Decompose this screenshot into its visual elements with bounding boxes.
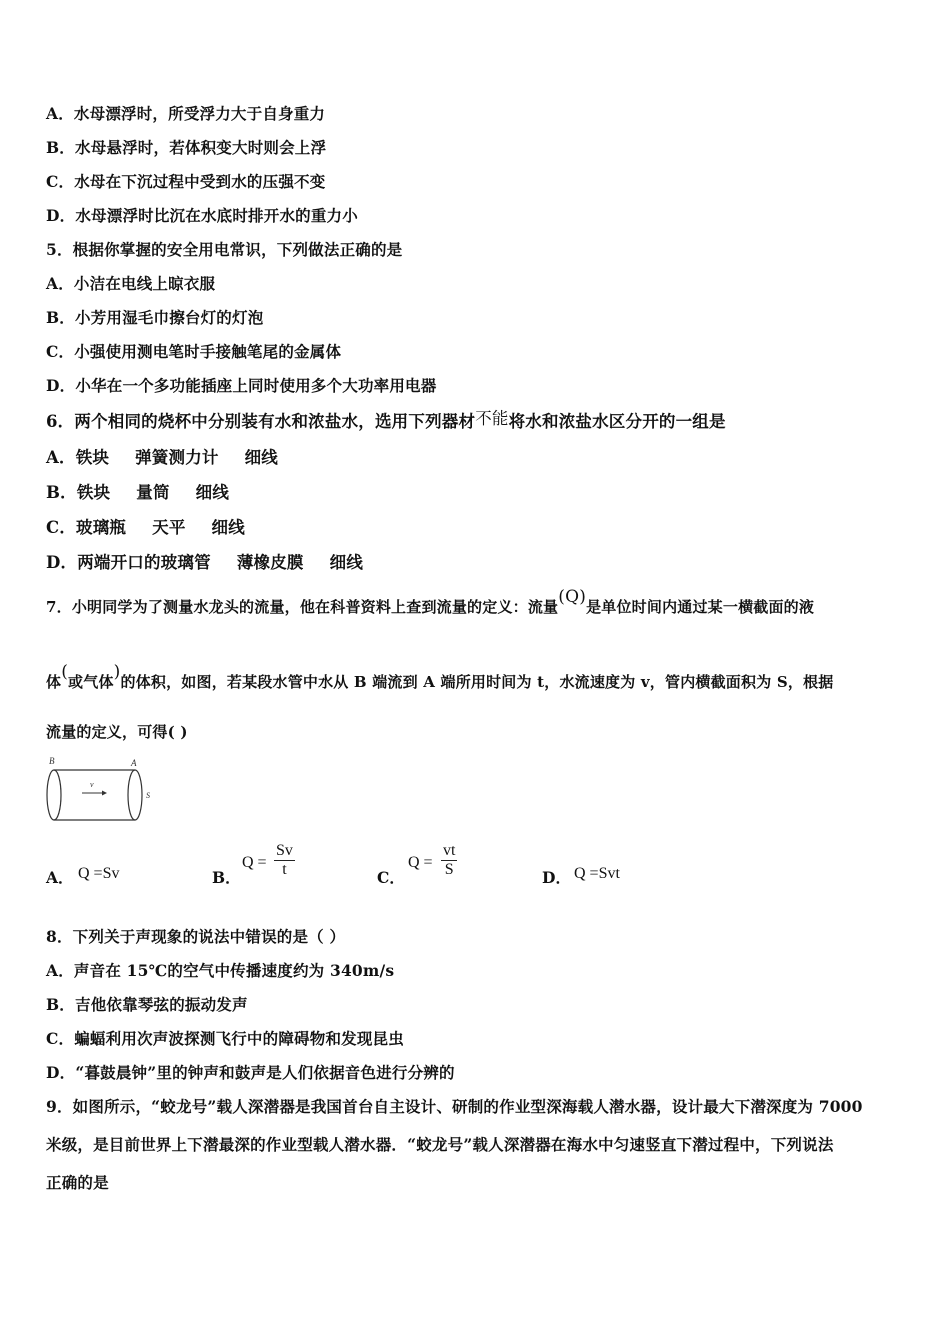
q5-option-b: B．小芳用湿毛巾擦台灯的灯泡 [46, 308, 264, 327]
q9-line1: 9．如图所示，“蛟龙号”载人深潜器是我国首台自主设计、研制的作业型深海载人潜水器，设计最大下潜深度为 7000 [46, 1097, 863, 1116]
figure-label-s: S [146, 791, 150, 800]
q6-option-b-item1: B．铁块 [46, 483, 111, 502]
q6-option-d-item2: 薄橡皮膜 [236, 553, 304, 572]
q6-stem-raised: 不能 [475, 409, 509, 428]
q8-stem: 8．下列关于声现象的说法中错误的是（ ） [46, 927, 346, 946]
q7-option-c-numerator: vt [443, 842, 456, 859]
q6-option-b-item3: 细线 [195, 483, 230, 502]
q7-option-b-fraction [274, 842, 295, 879]
q6-option-c-item1: C．玻璃瓶 [46, 518, 127, 537]
q4-option-c: C．水母在下沉过程中受到水的压强不变 [46, 172, 326, 191]
q7-option-d [542, 840, 702, 890]
q6-stem-part2: 将水和浓盐水区分开的一组是 [508, 412, 726, 431]
q7-line3: 流量的定义，可得( ) [46, 723, 188, 741]
q6-option-a-item3: 细线 [244, 448, 279, 467]
q7-option-a [46, 840, 206, 890]
q7-line1-a: 7．小明同学为了测量水龙头的流量，他在科普资料上查到流量的定义：流量 [46, 598, 559, 616]
q7-line2-b: 或气体 [68, 673, 114, 691]
q6-option-b-item2: 量筒 [136, 483, 170, 502]
q4-option-d: D．水母漂浮时比沉在水底时排开水的重力小 [46, 206, 358, 225]
q7-option-b-numerator: Sv [276, 842, 293, 859]
q7-line1-b: 是单位时间内通过某一横截面的液 [586, 598, 815, 616]
q5-option-a: A．小洁在电线上晾衣服 [46, 274, 216, 293]
q8-option-d: D．“暮鼓晨钟”里的钟声和鼓声是人们依据音色进行分辨的 [46, 1063, 455, 1082]
q7-options [46, 840, 906, 890]
q7-line1 [46, 587, 815, 617]
q4-option-a: A．水母漂浮时，所受浮力大于自身重力 [46, 104, 326, 123]
pipe-figure [42, 756, 158, 826]
q8-option-c: C．蝙蝠利用次声波探测飞行中的障碍物和发现昆虫 [46, 1029, 404, 1048]
q7-option-d-formula: Q =Svt [574, 865, 620, 882]
figure-label-v: v [90, 780, 94, 789]
q6-option-a-item1: A．铁块 [46, 448, 110, 467]
q5-option-c: C．小强使用测电笔时手接触笔尾的金属体 [46, 342, 342, 361]
q7-line2-c: 的体积，如图，若某段水管中水从 B 端流到 A 端所用时间为 t，水流速度为 v，管内横截面积为 S，根据 [120, 673, 834, 691]
q7-option-c [377, 840, 537, 890]
q6-option-a-item2: 弹簧测力计 [135, 448, 219, 467]
q5-stem: 5．根据你掌握的安全用电常识，下列做法正确的是 [46, 240, 403, 259]
q9-line2: 米级，是目前世界上下潜最深的作业型载人潜水器．“蛟龙号”载人深潜器在海水中匀速竖直下潜过程中，下列说法 [46, 1135, 834, 1154]
q6-option-d-item1: D．两端开口的玻璃管 [46, 553, 211, 572]
q7-option-b [212, 840, 372, 890]
q7-option-b-lhs: Q = [242, 854, 267, 871]
q7-line2-rp: ) [113, 662, 121, 682]
q6-option-a [46, 444, 278, 468]
q9-line3: 正确的是 [46, 1173, 109, 1192]
q7-option-a-label: A． [46, 868, 74, 887]
q5-option-d: D．小华在一个多功能插座上同时使用多个大功率用电器 [46, 376, 437, 395]
q6-stem [46, 408, 726, 432]
figure-label-a: A [131, 758, 137, 768]
q8-option-b: B．吉他依靠琴弦的振动发声 [46, 995, 248, 1014]
q6-option-d [46, 549, 363, 573]
figure-label-b: B [49, 756, 55, 766]
q7-line1-q: (Q) [558, 587, 587, 607]
q4-option-b: B．水母悬浮时，若体积变大时则会上浮 [46, 138, 327, 157]
q7-option-a-formula: Q =Sv [78, 865, 120, 882]
q6-option-c-item3: 细线 [211, 518, 245, 537]
q7-option-c-lhs: Q = [408, 854, 433, 871]
q7-line2-a: 体 [46, 673, 62, 691]
q6-option-c [46, 514, 245, 538]
q7-line2 [46, 662, 834, 692]
q7-option-c-fraction [441, 842, 457, 879]
q7-option-d-label: D． [542, 868, 571, 887]
q7-option-c-denominator: S [444, 861, 454, 878]
q6-option-b [46, 479, 229, 503]
q6-option-c-item2: 天平 [152, 518, 186, 537]
q6-stem-part1: 6．两个相同的烧杯中分别装有水和浓盐水，选用下列器材 [46, 412, 476, 431]
q6-option-d-item3: 细线 [329, 553, 364, 572]
q7-option-c-label: C． [377, 868, 405, 887]
q8-option-a: A．声音在 15℃的空气中传播速度约为 340m/s [46, 961, 395, 980]
q7-option-b-denominator: t [282, 861, 287, 878]
arrow-right-icon [102, 791, 107, 796]
q7-line2-lp: ( [61, 662, 69, 682]
q7-option-b-label: B． [212, 868, 241, 887]
